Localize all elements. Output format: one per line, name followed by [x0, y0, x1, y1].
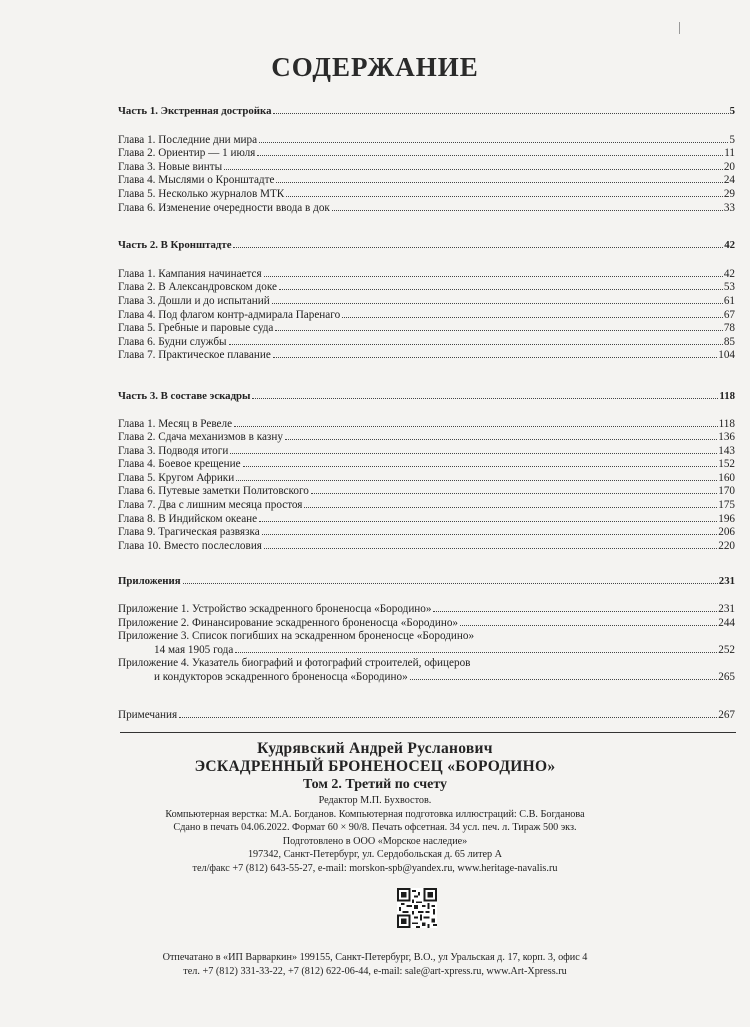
- toc-appendix-label-cont: 14 мая 1905 года: [154, 643, 234, 656]
- dot-leader: [264, 276, 723, 277]
- toc-page-number: 53: [723, 281, 735, 294]
- toc-page-number: 152: [718, 458, 735, 471]
- toc-page-number: 5: [729, 105, 735, 117]
- toc-page-number: 175: [718, 499, 735, 512]
- toc-chapter-label: Глава 3. Подводя итоги: [118, 444, 229, 457]
- toc-page-number: 104: [718, 349, 735, 362]
- dot-leader: [433, 611, 717, 612]
- toc-chapter-label: Глава 10. Вместо послесловия: [118, 539, 262, 552]
- divider: [120, 732, 736, 733]
- toc-page-number: 252: [718, 643, 735, 656]
- dot-leader: [276, 182, 722, 183]
- toc-chapter[interactable]: [118, 458, 735, 472]
- toc-appendix-item[interactable]: [118, 671, 735, 685]
- toc-part-3[interactable]: [118, 390, 735, 404]
- toc-page-number: 61: [723, 294, 735, 307]
- toc-part-1[interactable]: [118, 105, 735, 119]
- toc-page-number: 244: [718, 616, 735, 629]
- toc-chapter-label: Глава 7. Практическое плавание: [118, 349, 271, 362]
- dot-leader: [275, 330, 722, 331]
- qr-code-icon: [397, 888, 437, 928]
- imprint-volume: Том 2. Третий по счету: [302, 777, 448, 792]
- toc-chapter[interactable]: [118, 188, 735, 202]
- toc-part-label: Часть 1. Экстренная достройка: [118, 105, 272, 117]
- toc-chapter[interactable]: [118, 281, 735, 295]
- toc-chapter-label: Глава 4. Мыслями о Кронштадте: [118, 174, 275, 187]
- toc-part-2[interactable]: [118, 239, 735, 253]
- imprint-layout: Компьютерная верстка: М.А. Богданов. Компьютерная подготовка иллюстраций: С.В. Богданова: [165, 808, 585, 820]
- toc-chapter[interactable]: [118, 336, 735, 350]
- toc-chapter-label: Глава 8. В Индийском океане: [118, 512, 258, 525]
- toc-chapter-label: Глава 2. Ориентир — 1 июля: [118, 147, 256, 160]
- toc-appendix[interactable]: [118, 575, 735, 589]
- toc-page-number: 11: [724, 147, 735, 160]
- toc-appendix-item[interactable]: [118, 617, 735, 631]
- dot-leader: [230, 453, 717, 454]
- toc-part-label: Приложения: [118, 575, 181, 588]
- toc-chapter[interactable]: [118, 445, 735, 459]
- toc-page-number: 24: [723, 174, 735, 187]
- dot-leader: [285, 439, 717, 440]
- dot-leader: [259, 521, 717, 522]
- dot-leader: [304, 507, 717, 508]
- toc-page-number: 231: [718, 575, 735, 588]
- toc-chapter[interactable]: [118, 540, 735, 554]
- toc-chapter[interactable]: [118, 431, 735, 445]
- toc-page-number: 265: [718, 671, 735, 683]
- toc-chapter-label: Глава 7. Два с лишним месяца простоя: [118, 499, 303, 512]
- toc-page-number: 20: [723, 160, 735, 173]
- page-mark: [679, 22, 680, 34]
- toc-chapter[interactable]: [118, 174, 735, 188]
- toc-page-number: 231: [718, 603, 735, 616]
- toc-chapter-label: Глава 1. Кампания начинается: [118, 267, 262, 280]
- toc-page-number: 196: [718, 512, 735, 525]
- toc-chapter-label: Глава 4. Под флагом контр-адмирала Паренаго: [118, 308, 341, 321]
- imprint-address: 197342, Санкт-Петербург, ул. Сердобольская д. 65 литер А: [247, 849, 503, 861]
- toc-page-number: 67: [723, 308, 735, 321]
- toc-chapter[interactable]: [118, 418, 735, 432]
- dot-leader: [233, 247, 723, 248]
- toc-page-number: 118: [718, 417, 735, 430]
- toc-chapter[interactable]: [118, 161, 735, 175]
- toc-chapter-label: Глава 5. Несколько журналов МТК: [118, 187, 285, 200]
- toc-chapter-label: Глава 6. Изменение очередности ввода в док: [118, 201, 330, 214]
- toc-chapter-label: Глава 3. Новые винты: [118, 160, 223, 173]
- toc-notes-label: Примечания: [118, 708, 178, 721]
- toc-page-number: 33: [723, 201, 735, 214]
- toc-part-label: Часть 2. В Кронштадте: [118, 239, 232, 252]
- toc-appendix-label: Приложение 3. Список погибших на эскадренном броненосце «Бородино»: [118, 630, 475, 643]
- imprint-print-info: Сдано в печать 04.06.2022. Формат 60 × 90/8. Печать офсетная. 34 усл. печ. л. Тираж 500 экз.: [173, 822, 577, 834]
- toc-chapter[interactable]: [118, 309, 735, 323]
- toc-page-number: 5: [729, 133, 735, 146]
- toc-chapter[interactable]: [118, 499, 735, 513]
- imprint: [0, 740, 750, 876]
- toc-appendix-item[interactable]: [118, 603, 735, 617]
- dot-leader: [273, 357, 717, 358]
- toc-page-number: 220: [718, 539, 735, 552]
- toc-page-number: 42: [723, 267, 735, 280]
- toc-notes[interactable]: [118, 709, 735, 723]
- dot-leader: [273, 113, 728, 114]
- toc-appendix-label: Приложение 1. Устройство эскадренного броненосца «Бородино»: [118, 603, 432, 616]
- toc-chapter[interactable]: [118, 202, 735, 216]
- toc-appendix-label: Приложение 4. Указатель биографий и фотографий строителей, офицеров: [118, 657, 471, 670]
- dot-leader: [183, 583, 718, 584]
- toc-chapter[interactable]: [118, 526, 735, 540]
- dot-leader: [236, 480, 717, 481]
- toc-page-number: 206: [718, 526, 735, 539]
- toc-page-number: 78: [723, 322, 735, 335]
- dot-leader: [286, 196, 723, 197]
- dot-leader: [234, 426, 718, 427]
- dot-leader: [235, 652, 717, 653]
- toc-chapter[interactable]: [118, 472, 735, 486]
- dot-leader: [272, 303, 723, 304]
- toc-chapter-label: Глава 5. Гребные и паровые суда: [118, 322, 274, 335]
- dot-leader: [229, 344, 723, 345]
- imprint-author: Кудрявский Андрей Русланович: [257, 740, 493, 757]
- imprint-prepared: Подготовлено в ООО «Морское наследие»: [282, 835, 468, 847]
- dot-leader: [279, 289, 723, 290]
- toc-page-number: 136: [718, 431, 735, 444]
- printer-line-2: тел. +7 (812) 331-33-22, +7 (812) 622-06-44, e-mail: sale@art-xpress.ru, www.Art-Xpress.ru: [183, 966, 567, 977]
- imprint-book-title: ЭСКАДРЕННЫЙ БРОНЕНОСЕЦ «БОРОДИНО»: [194, 758, 556, 775]
- toc-page-number: 170: [718, 485, 735, 498]
- dot-leader: [262, 534, 717, 535]
- toc-chapter[interactable]: [118, 322, 735, 336]
- toc-chapter[interactable]: [118, 295, 735, 309]
- dot-leader: [264, 548, 717, 549]
- toc-chapter-label: Глава 6. Путевые заметки Политовского: [118, 485, 309, 498]
- toc-appendix-label-cont: и кондукторов эскадренного броненосца «Бородино»: [154, 671, 408, 683]
- toc-page-number: 267: [718, 708, 735, 721]
- dot-leader: [259, 142, 728, 143]
- toc-chapter-label: Глава 3. Дошли и до испытаний: [118, 294, 270, 307]
- toc-chapter-label: Глава 6. Будни службы: [118, 335, 227, 348]
- table-of-contents: [118, 105, 735, 722]
- printer-info: [0, 951, 750, 979]
- toc-chapter[interactable]: [118, 485, 735, 499]
- printer-line-1: Отпечатано в «ИП Варваркин» 199155, Санкт-Петербург, В.О., ул Уральская д. 17, корп. 3, офис 4: [162, 952, 588, 963]
- imprint-editor: Редактор М.П. Бухвостов.: [318, 795, 432, 806]
- toc-chapter[interactable]: [118, 147, 735, 161]
- toc-chapter[interactable]: [118, 349, 735, 363]
- toc-part-label: Часть 3. В составе эскадры: [118, 389, 251, 402]
- toc-chapter-label: Глава 4. Боевое крещение: [118, 458, 241, 471]
- dot-leader: [224, 169, 723, 170]
- toc-appendix-label: Приложение 2. Финансирование эскадренного броненосца «Бородино»: [118, 616, 459, 629]
- toc-chapter[interactable]: [118, 513, 735, 527]
- dot-leader: [179, 717, 717, 718]
- dot-leader: [460, 625, 717, 626]
- dot-leader: [252, 398, 718, 399]
- toc-page-number: 42: [724, 239, 735, 252]
- page-title: СОДЕРЖАНИЕ: [271, 52, 479, 82]
- toc-chapter[interactable]: [118, 268, 735, 282]
- toc-chapter-label: Глава 2. Сдача механизмов в казну: [118, 431, 283, 444]
- toc-chapter-label: Глава 5. Кругом Африки: [118, 471, 235, 484]
- dot-leader: [257, 155, 723, 156]
- toc-page-number: 85: [723, 335, 735, 348]
- dot-leader: [243, 466, 718, 467]
- dot-leader: [342, 317, 723, 318]
- toc-appendix-item[interactable]: [118, 644, 735, 658]
- toc-chapter-label: Глава 2. В Александровском доке: [118, 281, 277, 294]
- toc-chapter-label: Глава 1. Последние дни мира: [118, 133, 258, 146]
- dot-leader: [311, 493, 717, 494]
- toc-chapter[interactable]: [118, 134, 735, 148]
- toc-chapter-label: Глава 1. Месяц в Ревеле: [118, 417, 233, 430]
- toc-page-number: 118: [719, 389, 735, 402]
- toc-page-number: 160: [718, 471, 735, 484]
- dot-leader: [410, 679, 718, 680]
- toc-chapter-label: Глава 9. Трагическая развязка: [118, 526, 260, 539]
- imprint-contacts: тел/факс +7 (812) 643-55-27, e-mail: morskon-spb@yandex.ru, www.heritage-navalis.ru: [192, 862, 558, 874]
- dot-leader: [332, 210, 723, 211]
- toc-page-number: 143: [718, 444, 735, 457]
- toc-page-number: 29: [723, 187, 735, 200]
